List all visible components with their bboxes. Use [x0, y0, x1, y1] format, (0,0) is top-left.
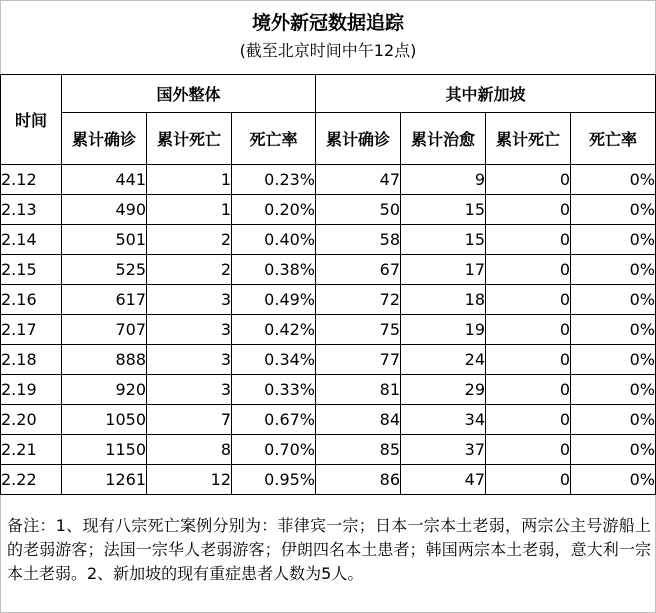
data-table: [0, 74, 656, 495]
cell-singapore-confirmed: 85: [316, 435, 401, 465]
table-row: [1, 345, 656, 375]
cell-date: 2.12: [1, 165, 62, 195]
cell-foreign-confirmed: 920: [62, 375, 147, 405]
cell-foreign-deaths: 3: [147, 345, 232, 375]
cell-singapore-rate: 0%: [571, 255, 656, 285]
cell-singapore-cured: 37: [401, 435, 486, 465]
cell-singapore-cured: 47: [401, 465, 486, 495]
cell-foreign-deaths: 3: [147, 375, 232, 405]
table-row: [1, 165, 656, 195]
cell-singapore-deaths: 0: [486, 375, 571, 405]
cell-foreign-rate: 0.40%: [232, 225, 316, 255]
cell-singapore-cured: 24: [401, 345, 486, 375]
page-subtitle: (截至北京时间中午12点): [239, 41, 417, 60]
cell-foreign-confirmed: 1050: [62, 405, 147, 435]
cell-foreign-rate: 0.49%: [232, 285, 316, 315]
cell-singapore-deaths: 0: [486, 435, 571, 465]
cell-singapore-deaths: 0: [486, 405, 571, 435]
cell-foreign-deaths: 3: [147, 315, 232, 345]
cell-singapore-cured: 15: [401, 225, 486, 255]
cell-foreign-confirmed: 888: [62, 345, 147, 375]
cell-foreign-deaths: 3: [147, 285, 232, 315]
table-row: [1, 315, 656, 345]
cell-foreign-rate: 0.67%: [232, 405, 316, 435]
cell-foreign-rate: 0.34%: [232, 345, 316, 375]
footnote: 备注：1、现有八宗死亡案例分别为：菲律宾一宗；日本一宗本土老弱，两宗公主号游船上的老弱游客；法国一宗华人老弱游客；伊朗四名本土患者；韩国两宗本土老弱，意大利一宗本土老弱。2、新加坡的现有重症患者人数为5人。: [7, 516, 651, 583]
cell-singapore-rate: 0%: [571, 165, 656, 195]
table-row: [1, 285, 656, 315]
table-row: [1, 255, 656, 285]
cell-date: 2.21: [1, 435, 62, 465]
cell-singapore-deaths: 0: [486, 225, 571, 255]
cell-foreign-confirmed: 1261: [62, 465, 147, 495]
cell-singapore-deaths: 0: [486, 285, 571, 315]
cell-date: 2.16: [1, 285, 62, 315]
cell-foreign-rate: 0.23%: [232, 165, 316, 195]
cell-singapore-cured: 18: [401, 285, 486, 315]
cell-singapore-confirmed: 86: [316, 465, 401, 495]
cell-singapore-deaths: 0: [486, 345, 571, 375]
cell-singapore-cured: 15: [401, 195, 486, 225]
cell-singapore-deaths: 0: [486, 255, 571, 285]
cell-singapore-deaths: 0: [486, 165, 571, 195]
cell-singapore-confirmed: 72: [316, 285, 401, 315]
cell-foreign-confirmed: 441: [62, 165, 147, 195]
page-title: 境外新冠数据追踪: [251, 12, 404, 34]
table-row: [1, 405, 656, 435]
cell-singapore-confirmed: 58: [316, 225, 401, 255]
cell-foreign-deaths: 7: [147, 405, 232, 435]
cell-foreign-confirmed: 707: [62, 315, 147, 345]
table-row: [1, 435, 656, 465]
cell-singapore-rate: 0%: [571, 405, 656, 435]
table-row: [1, 465, 656, 495]
cell-foreign-deaths: 1: [147, 195, 232, 225]
cell-foreign-rate: 0.70%: [232, 435, 316, 465]
header-singapore-deaths: 累计死亡: [486, 113, 571, 165]
cell-date: 2.19: [1, 375, 62, 405]
cell-singapore-cured: 19: [401, 315, 486, 345]
cell-foreign-rate: 0.42%: [232, 315, 316, 345]
cell-foreign-confirmed: 490: [62, 195, 147, 225]
cell-singapore-confirmed: 77: [316, 345, 401, 375]
cell-singapore-confirmed: 67: [316, 255, 401, 285]
cell-date: 2.20: [1, 405, 62, 435]
cell-date: 2.15: [1, 255, 62, 285]
cell-foreign-deaths: 8: [147, 435, 232, 465]
cell-foreign-confirmed: 1150: [62, 435, 147, 465]
cell-singapore-cured: 34: [401, 405, 486, 435]
cell-singapore-rate: 0%: [571, 225, 656, 255]
cell-singapore-confirmed: 50: [316, 195, 401, 225]
cell-foreign-rate: 0.33%: [232, 375, 316, 405]
cell-date: 2.13: [1, 195, 62, 225]
cell-singapore-cured: 9: [401, 165, 486, 195]
cell-foreign-deaths: 2: [147, 255, 232, 285]
cell-singapore-confirmed: 81: [316, 375, 401, 405]
cell-singapore-cured: 29: [401, 375, 486, 405]
cell-singapore-rate: 0%: [571, 435, 656, 465]
cell-date: 2.22: [1, 465, 62, 495]
cell-singapore-rate: 0%: [571, 465, 656, 495]
cell-singapore-deaths: 0: [486, 195, 571, 225]
cell-foreign-confirmed: 501: [62, 225, 147, 255]
header-singapore-cured: 累计治愈: [401, 113, 486, 165]
table-row: [1, 375, 656, 405]
header-foreign-rate: 死亡率: [232, 113, 316, 165]
cell-date: 2.17: [1, 315, 62, 345]
table-row: [1, 195, 656, 225]
cell-foreign-deaths: 2: [147, 225, 232, 255]
table-body: [1, 165, 656, 495]
cell-date: 2.18: [1, 345, 62, 375]
header-foreign-deaths: 累计死亡: [147, 113, 232, 165]
cell-singapore-confirmed: 75: [316, 315, 401, 345]
cell-foreign-deaths: 12: [147, 465, 232, 495]
header-group-foreign: 国外整体: [62, 75, 316, 113]
cell-foreign-rate: 0.38%: [232, 255, 316, 285]
header-singapore-rate: 死亡率: [571, 113, 656, 165]
cell-singapore-rate: 0%: [571, 285, 656, 315]
cell-singapore-rate: 0%: [571, 375, 656, 405]
cell-foreign-deaths: 1: [147, 165, 232, 195]
header-singapore-confirmed: 累计确诊: [316, 113, 401, 165]
header-time: 时间: [1, 75, 62, 165]
cell-date: 2.14: [1, 225, 62, 255]
cell-singapore-rate: 0%: [571, 315, 656, 345]
table-row: [1, 225, 656, 255]
cell-singapore-confirmed: 84: [316, 405, 401, 435]
cell-foreign-rate: 0.20%: [232, 195, 316, 225]
cell-singapore-confirmed: 47: [316, 165, 401, 195]
header-foreign-confirmed: 累计确诊: [62, 113, 147, 165]
cell-singapore-rate: 0%: [571, 195, 656, 225]
cell-foreign-confirmed: 617: [62, 285, 147, 315]
cell-singapore-deaths: 0: [486, 315, 571, 345]
cell-foreign-confirmed: 525: [62, 255, 147, 285]
cell-singapore-cured: 17: [401, 255, 486, 285]
cell-foreign-rate: 0.95%: [232, 465, 316, 495]
cell-singapore-rate: 0%: [571, 345, 656, 375]
header-group-singapore: 其中新加坡: [316, 75, 656, 113]
cell-singapore-deaths: 0: [486, 465, 571, 495]
